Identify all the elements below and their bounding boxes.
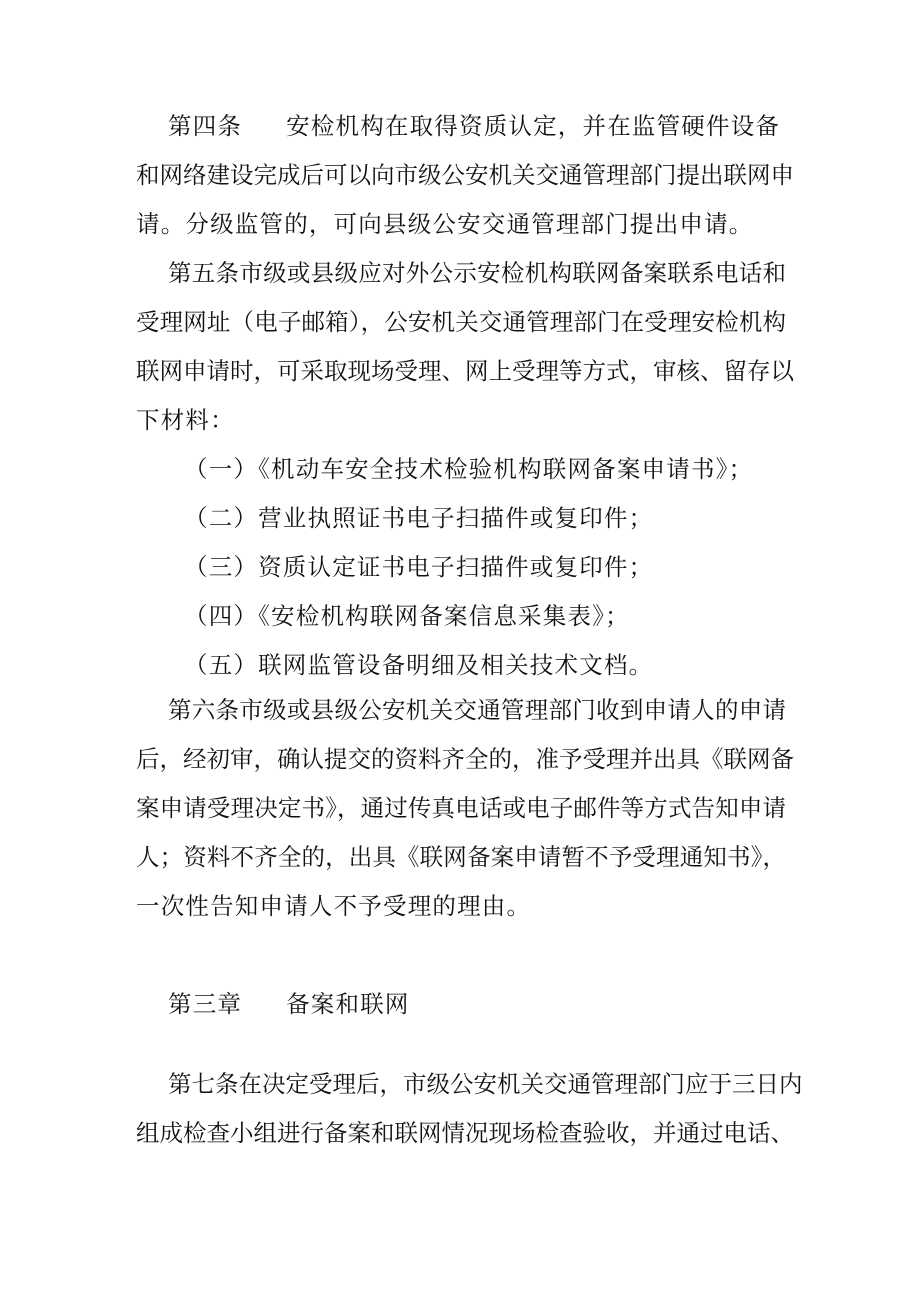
list-item: （一）《机动车安全技术检验机构联网备案申请书》；: [184, 455, 754, 483]
article4-text-line-1: 安检机构在取得资质认定，并在监管硬件设备: [286, 112, 781, 140]
article6-text-line-2: 后，经初审，确认提交的资料齐全的，准予受理并出具《联网备: [136, 745, 794, 773]
article5-text-line-1: 第五条市级或县级应对外公示安检机构联网备案联系电话和: [168, 259, 786, 287]
article5-text-line-4: 下材料：: [136, 406, 235, 434]
article4-text-line-3: 请。分级监管的，可向县级公安交通管理部门提出申请。: [136, 210, 754, 238]
list-item: （二）营业执照证书电子扫描件或复印件；: [184, 504, 654, 532]
list-item: （四）《安检机构联网备案信息采集表》；: [184, 602, 630, 630]
article6-text-line-1: 第六条市级或县级公安机关交通管理部门收到申请人的申请: [168, 696, 786, 724]
article5-text-line-2: 受理网址（电子邮箱），公安机关交通管理部门在受理安检机构: [136, 308, 786, 336]
article6-text-line-5: 一次性告知申请人不予受理的理由。: [136, 892, 532, 920]
chapter-label: 第三章: [168, 990, 243, 1018]
article6-text-line-3: 案申请受理决定书》，通过传真电话或电子邮件等方式告知申请: [136, 794, 786, 822]
article4-first-line: [168, 106, 780, 146]
article7-text-line-2: 组成检查小组进行备案和联网情况现场检查验收，并通过电话、: [136, 1119, 794, 1147]
chapter-title: 备案和联网: [286, 990, 410, 1018]
article4-label: 第四条: [168, 112, 243, 140]
list-item: （五）联网监管设备明细及相关技术文档。: [184, 651, 654, 679]
article4-text-line-2: 和网络建设完成后可以向市级公安机关交通管理部门提出联网申: [136, 161, 794, 189]
article6-text-line-4: 人；资料不齐全的，出具《联网备案申请暂不予受理通知书》，: [136, 843, 786, 871]
list-item: （三）资质认定证书电子扫描件或复印件；: [184, 553, 654, 581]
article5-text-line-3: 联网申请时，可采取现场受理、网上受理等方式，审核、留存以: [136, 357, 794, 385]
article7-text-line-1: 第七条在决定受理后，市级公安机关交通管理部门应于三日内: [168, 1070, 803, 1098]
chapter-heading: [168, 984, 410, 1024]
